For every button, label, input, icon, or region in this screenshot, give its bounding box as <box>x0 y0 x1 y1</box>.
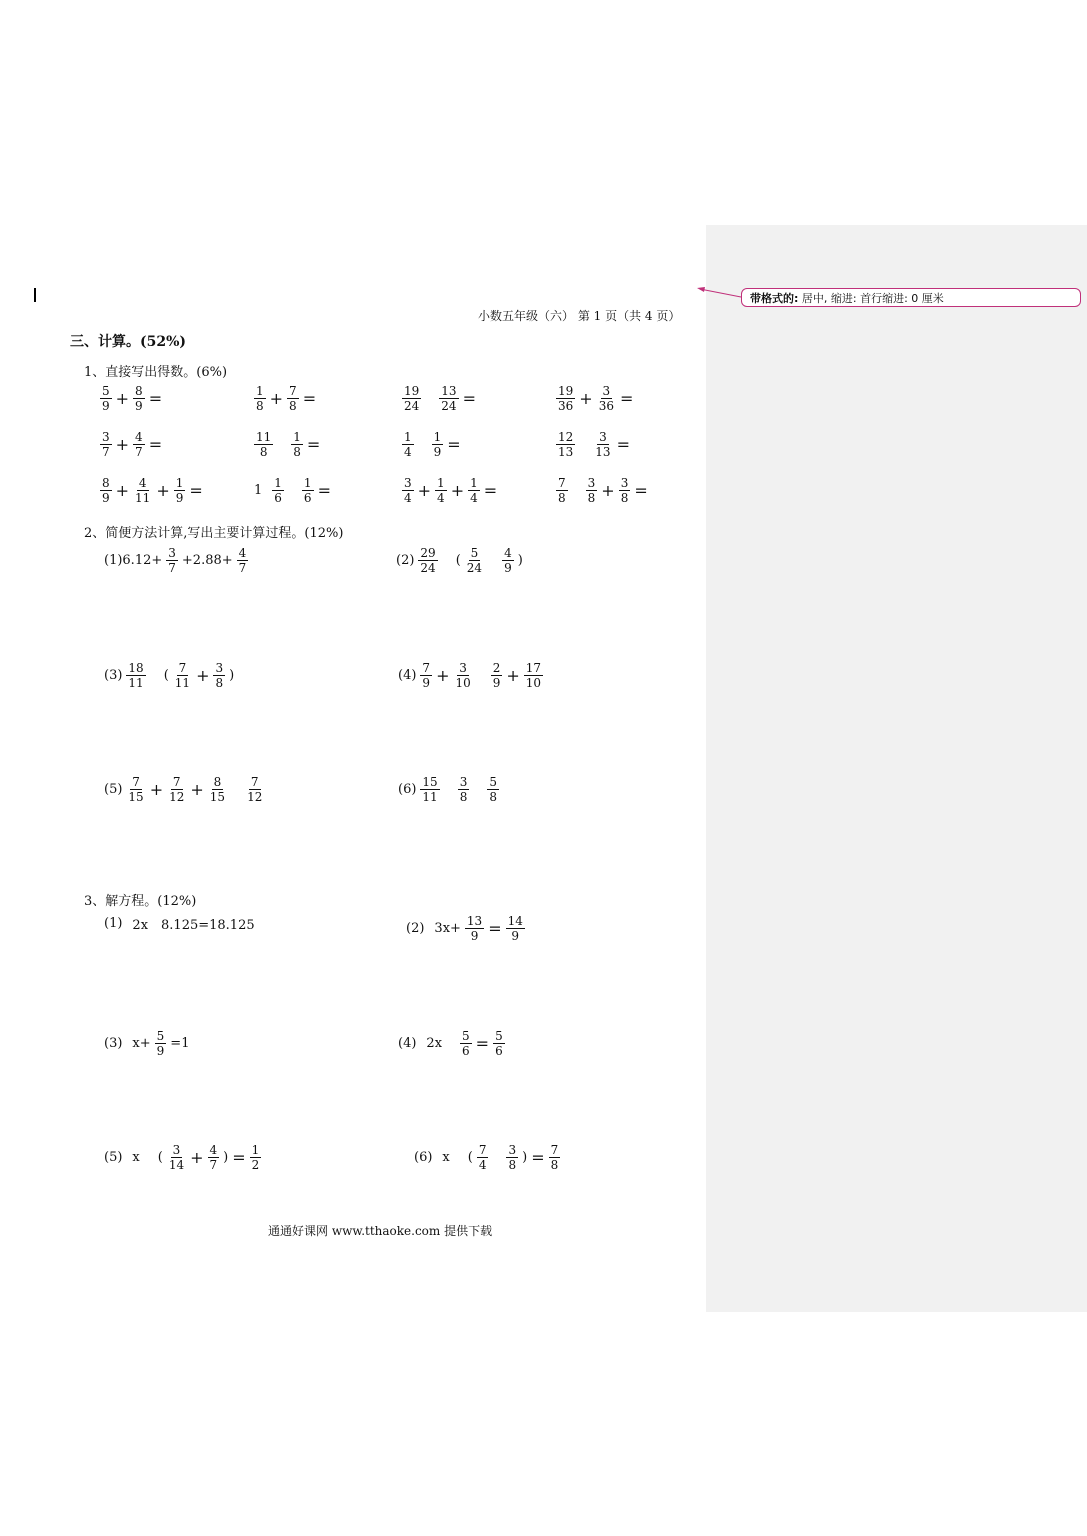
part1-title: 1、直接写出得数。(6%) <box>84 365 228 380</box>
denominator: 11 <box>128 676 144 690</box>
numerator: 1 <box>437 476 445 490</box>
fraction <box>586 476 598 505</box>
fraction <box>402 430 414 459</box>
numerator: 1 <box>293 430 301 444</box>
fraction <box>597 384 616 413</box>
fraction <box>402 476 414 505</box>
expr-text: ) <box>223 1150 229 1165</box>
numerator: 13 <box>466 914 483 928</box>
fraction <box>465 546 484 575</box>
fraction <box>487 775 499 804</box>
denominator: 14 <box>168 1158 185 1172</box>
oral-calc-item <box>252 384 318 413</box>
denominator: 24 <box>404 399 420 413</box>
denominator: 8 <box>558 491 566 505</box>
numerator: 5 <box>102 384 110 398</box>
part3-title: 3、解方程。(12%) <box>84 894 197 909</box>
fraction <box>477 1143 489 1172</box>
fraction <box>133 476 152 505</box>
denominator: 8 <box>508 1158 517 1172</box>
numerator: 7 <box>178 661 187 675</box>
fraction <box>133 430 145 459</box>
fraction <box>465 914 484 943</box>
fraction <box>420 775 439 804</box>
operator: = <box>232 1148 246 1167</box>
fraction <box>167 1143 186 1172</box>
fraction <box>155 1029 167 1058</box>
expr-text: ( <box>157 1150 163 1165</box>
fraction <box>208 1143 220 1172</box>
simplify-problem-4 <box>396 661 545 690</box>
denominator: 24 <box>466 561 483 575</box>
numerator: 8 <box>135 384 143 398</box>
operator: = <box>302 389 317 408</box>
expr-text: ) <box>522 1150 528 1165</box>
expr-text: 2x <box>426 1036 443 1051</box>
equation-5 <box>102 1143 263 1172</box>
fraction <box>435 476 447 505</box>
operator: = <box>488 919 502 938</box>
denominator: 8 <box>215 676 224 690</box>
oral-calc-item <box>252 476 333 505</box>
numerator: 3 <box>172 1143 181 1157</box>
denominator: 36 <box>598 399 614 413</box>
denominator: 36 <box>558 399 574 413</box>
fraction <box>245 775 264 804</box>
equation-1 <box>102 914 257 933</box>
fraction <box>213 661 225 690</box>
operator: = <box>462 389 476 408</box>
fraction <box>549 1143 561 1172</box>
expr-text: 3x+ <box>434 921 461 936</box>
simplify-problem-3 <box>102 661 236 690</box>
numerator: 3 <box>620 476 629 490</box>
denominator: 10 <box>525 676 542 690</box>
numerator: 11 <box>256 430 272 444</box>
denominator: 8 <box>259 445 268 459</box>
equation-4 <box>396 1029 507 1058</box>
page-header: 小数五年级（六） 第 1 页（共 4 页） <box>478 309 681 323</box>
fraction <box>460 1029 472 1058</box>
equation-6 <box>412 1143 562 1172</box>
denominator: 9 <box>504 561 512 575</box>
numerator: 4 <box>238 546 247 560</box>
expr-text: (6) <box>398 782 417 797</box>
denominator: 9 <box>102 399 110 413</box>
denominator: 8 <box>620 491 629 505</box>
denominator: 4 <box>478 1158 487 1172</box>
comment-sidebar <box>706 225 1087 1312</box>
operator: + <box>601 481 615 500</box>
fraction <box>493 1029 505 1058</box>
operator: + <box>115 481 130 500</box>
numerator: 4 <box>209 1143 218 1157</box>
operator: = <box>148 389 163 408</box>
operator: + <box>450 481 465 500</box>
denominator: 15 <box>209 790 226 804</box>
denominator: 9 <box>470 929 479 943</box>
fraction <box>453 661 472 690</box>
expr-text: (3) <box>104 1036 123 1051</box>
numerator: 5 <box>156 1029 165 1043</box>
numerator: 3 <box>508 1143 517 1157</box>
expr-text: ) <box>229 668 235 683</box>
numerator: 3 <box>168 546 176 560</box>
expr-text: (3) <box>104 668 123 683</box>
denominator: 9 <box>135 399 143 413</box>
expr-text: 2x 8.125=18.125 <box>132 918 255 933</box>
equation-3 <box>102 1029 191 1058</box>
expr-text: 1 <box>254 483 263 498</box>
expr-text: (1)6.12+ <box>104 553 163 568</box>
denominator: 11 <box>174 676 191 690</box>
denominator: 7 <box>209 1158 218 1172</box>
denominator: 9 <box>511 929 520 943</box>
operator: = <box>619 389 634 408</box>
operator: + <box>115 435 130 454</box>
operator: = <box>531 1148 545 1167</box>
oral-calc-item <box>400 476 499 505</box>
oral-calc-item <box>400 384 478 413</box>
expr-text: x+ <box>132 1036 151 1051</box>
numerator: 1 <box>274 476 282 490</box>
expr-text: (4) <box>398 668 417 683</box>
simplify-problem-6 <box>396 775 501 804</box>
operator: + <box>149 780 164 799</box>
numerator: 7 <box>422 661 431 675</box>
fraction <box>556 430 575 459</box>
operator: + <box>190 780 204 799</box>
numerator: 3 <box>587 476 596 490</box>
fraction <box>291 430 303 459</box>
expr-text: ( <box>455 553 461 568</box>
oral-calc-item <box>554 476 650 505</box>
denominator: 9 <box>492 676 501 690</box>
numerator: 13 <box>441 384 457 398</box>
numerator: 14 <box>507 914 523 928</box>
numerator: 3 <box>215 661 224 675</box>
denominator: 24 <box>441 399 457 413</box>
fraction <box>420 661 432 690</box>
fraction <box>556 384 575 413</box>
simplify-problem-2 <box>394 546 525 575</box>
operator: + <box>436 666 450 685</box>
expr-text: x <box>132 1150 140 1165</box>
denominator: 7 <box>135 445 143 459</box>
expr-text: ( <box>163 668 169 683</box>
fraction <box>556 476 568 505</box>
expr-text: (5) <box>104 1150 123 1165</box>
comment-label: 带格式的: <box>750 292 799 305</box>
fraction <box>593 430 612 459</box>
expr-text: ( <box>467 1150 473 1165</box>
denominator: 6 <box>303 491 312 505</box>
numerator: 18 <box>128 661 144 675</box>
numerator: 3 <box>602 384 611 398</box>
numerator: 3 <box>599 430 607 444</box>
expr-text: (1) <box>104 916 123 931</box>
oral-calc-item <box>400 430 463 459</box>
denominator: 8 <box>256 399 264 413</box>
denominator: 8 <box>550 1158 559 1172</box>
oral-calc-item <box>554 384 635 413</box>
numerator: 5 <box>470 546 479 560</box>
denominator: 8 <box>459 790 468 804</box>
fraction <box>126 661 145 690</box>
oral-calc-item <box>98 384 164 413</box>
fraction <box>502 546 514 575</box>
numerator: 7 <box>289 384 297 398</box>
operator: + <box>506 666 520 685</box>
denominator: 15 <box>128 790 144 804</box>
fraction <box>272 476 284 505</box>
denominator: 8 <box>587 491 596 505</box>
denominator: 13 <box>595 445 611 459</box>
fraction <box>250 1143 262 1172</box>
fraction <box>418 546 437 575</box>
fraction <box>100 430 112 459</box>
denominator: 4 <box>404 491 412 505</box>
fraction <box>468 476 480 505</box>
simplify-problem-1 <box>102 546 250 575</box>
denominator: 2 <box>251 1158 260 1172</box>
numerator: 29 <box>420 546 436 560</box>
numerator: 2 <box>492 661 501 675</box>
numerator: 3 <box>404 476 412 490</box>
fraction <box>287 384 299 413</box>
expr-text: (5) <box>104 782 123 797</box>
denominator: 6 <box>274 491 282 505</box>
operator: = <box>189 481 203 500</box>
expr-text: (2) <box>406 921 425 936</box>
denominator: 8 <box>293 445 301 459</box>
page-footer: 通通好课网 www.tthaoke.com 提供下载 <box>268 1224 493 1238</box>
fraction <box>174 476 186 505</box>
operator: = <box>148 435 163 454</box>
comment-text: 居中, 缩进: 首行缩进: 0 厘米 <box>801 292 944 305</box>
numerator: 19 <box>558 384 574 398</box>
numerator: 3 <box>102 430 110 444</box>
numerator: 1 <box>404 430 412 444</box>
numerator: 15 <box>422 775 438 789</box>
expr-text: (2) <box>396 553 415 568</box>
numerator: 4 <box>504 546 512 560</box>
denominator: 9 <box>422 676 431 690</box>
denominator: 9 <box>156 1044 165 1058</box>
comment-connector-arrow <box>0 0 1087 320</box>
simplify-problem-5 <box>102 775 266 804</box>
fraction <box>491 661 503 690</box>
numerator: 4 <box>135 430 143 444</box>
numerator: 1 <box>470 476 478 490</box>
numerator: 5 <box>495 1029 503 1043</box>
denominator: 8 <box>489 790 497 804</box>
operator: = <box>447 435 461 454</box>
operator: = <box>317 481 331 500</box>
numerator: 1 <box>433 430 442 444</box>
denominator: 7 <box>238 561 247 575</box>
oral-calc-item <box>554 430 632 459</box>
operator: = <box>475 1034 490 1053</box>
fraction <box>432 430 444 459</box>
numerator: 5 <box>489 775 497 789</box>
numerator: 7 <box>132 775 140 789</box>
numerator: 3 <box>459 775 468 789</box>
fraction <box>166 546 178 575</box>
numerator: 8 <box>102 476 110 490</box>
denominator: 9 <box>175 491 184 505</box>
format-comment-balloon[interactable] <box>741 288 1081 307</box>
operator: = <box>306 435 321 454</box>
operator: + <box>196 666 210 685</box>
denominator: 13 <box>558 445 574 459</box>
fraction <box>524 661 543 690</box>
numerator: 7 <box>172 775 181 789</box>
fraction <box>208 775 227 804</box>
expr-text: (4) <box>398 1036 417 1051</box>
fraction <box>439 384 458 413</box>
operator: + <box>190 1148 204 1167</box>
numerator: 7 <box>558 476 566 490</box>
denominator: 8 <box>289 399 297 413</box>
fraction <box>100 384 112 413</box>
fraction <box>254 384 266 413</box>
fraction <box>506 1143 518 1172</box>
operator: + <box>115 389 130 408</box>
denominator: 4 <box>437 491 445 505</box>
numerator: 5 <box>462 1029 470 1043</box>
numerator: 7 <box>250 775 259 789</box>
numerator: 7 <box>478 1143 487 1157</box>
operator: + <box>417 481 432 500</box>
oral-calc-item <box>98 476 205 505</box>
fraction <box>126 775 145 804</box>
denominator: 11 <box>135 491 151 505</box>
numerator: 4 <box>138 476 147 490</box>
denominator: 12 <box>169 790 185 804</box>
operator: + <box>579 389 593 408</box>
operator: = <box>483 481 498 500</box>
fraction <box>173 661 192 690</box>
numerator: 19 <box>404 384 420 398</box>
denominator: 11 <box>422 790 438 804</box>
oral-calc-item <box>252 430 322 459</box>
fraction <box>402 384 421 413</box>
operator: = <box>616 435 630 454</box>
fraction <box>133 384 145 413</box>
denominator: 9 <box>102 491 110 505</box>
denominator: 4 <box>470 491 478 505</box>
denominator: 6 <box>495 1044 503 1058</box>
operator: = <box>634 481 648 500</box>
denominator: 7 <box>102 445 110 459</box>
denominator: 10 <box>455 676 471 690</box>
denominator: 24 <box>420 561 436 575</box>
section-title: 三、计算。(52%) <box>70 334 187 350</box>
fraction <box>237 546 249 575</box>
expr-text: +2.88+ <box>181 553 233 568</box>
expr-text: =1 <box>170 1036 190 1051</box>
numerator: 1 <box>256 384 264 398</box>
numerator: 12 <box>558 430 574 444</box>
operator: + <box>156 481 170 500</box>
equation-2 <box>404 914 527 943</box>
fraction <box>619 476 631 505</box>
expr-text: ) <box>517 553 523 568</box>
fraction <box>302 476 314 505</box>
part2-title: 2、简便方法计算,写出主要计算过程。(12%) <box>84 526 344 541</box>
numerator: 17 <box>525 661 542 675</box>
numerator: 1 <box>175 476 184 490</box>
numerator: 8 <box>213 775 222 789</box>
expr-text: x <box>442 1150 450 1165</box>
numerator: 3 <box>459 661 467 675</box>
numerator: 1 <box>303 476 312 490</box>
fraction <box>100 476 112 505</box>
denominator: 9 <box>433 445 442 459</box>
denominator: 6 <box>462 1044 470 1058</box>
numerator: 7 <box>550 1143 559 1157</box>
operator: + <box>269 389 284 408</box>
numerator: 1 <box>251 1143 260 1157</box>
fraction <box>254 430 273 459</box>
oral-calc-item <box>98 430 164 459</box>
denominator: 4 <box>404 445 412 459</box>
fraction <box>506 914 525 943</box>
fraction <box>167 775 186 804</box>
fraction <box>458 775 470 804</box>
denominator: 7 <box>168 561 176 575</box>
expr-text: (6) <box>414 1150 433 1165</box>
denominator: 12 <box>247 790 263 804</box>
